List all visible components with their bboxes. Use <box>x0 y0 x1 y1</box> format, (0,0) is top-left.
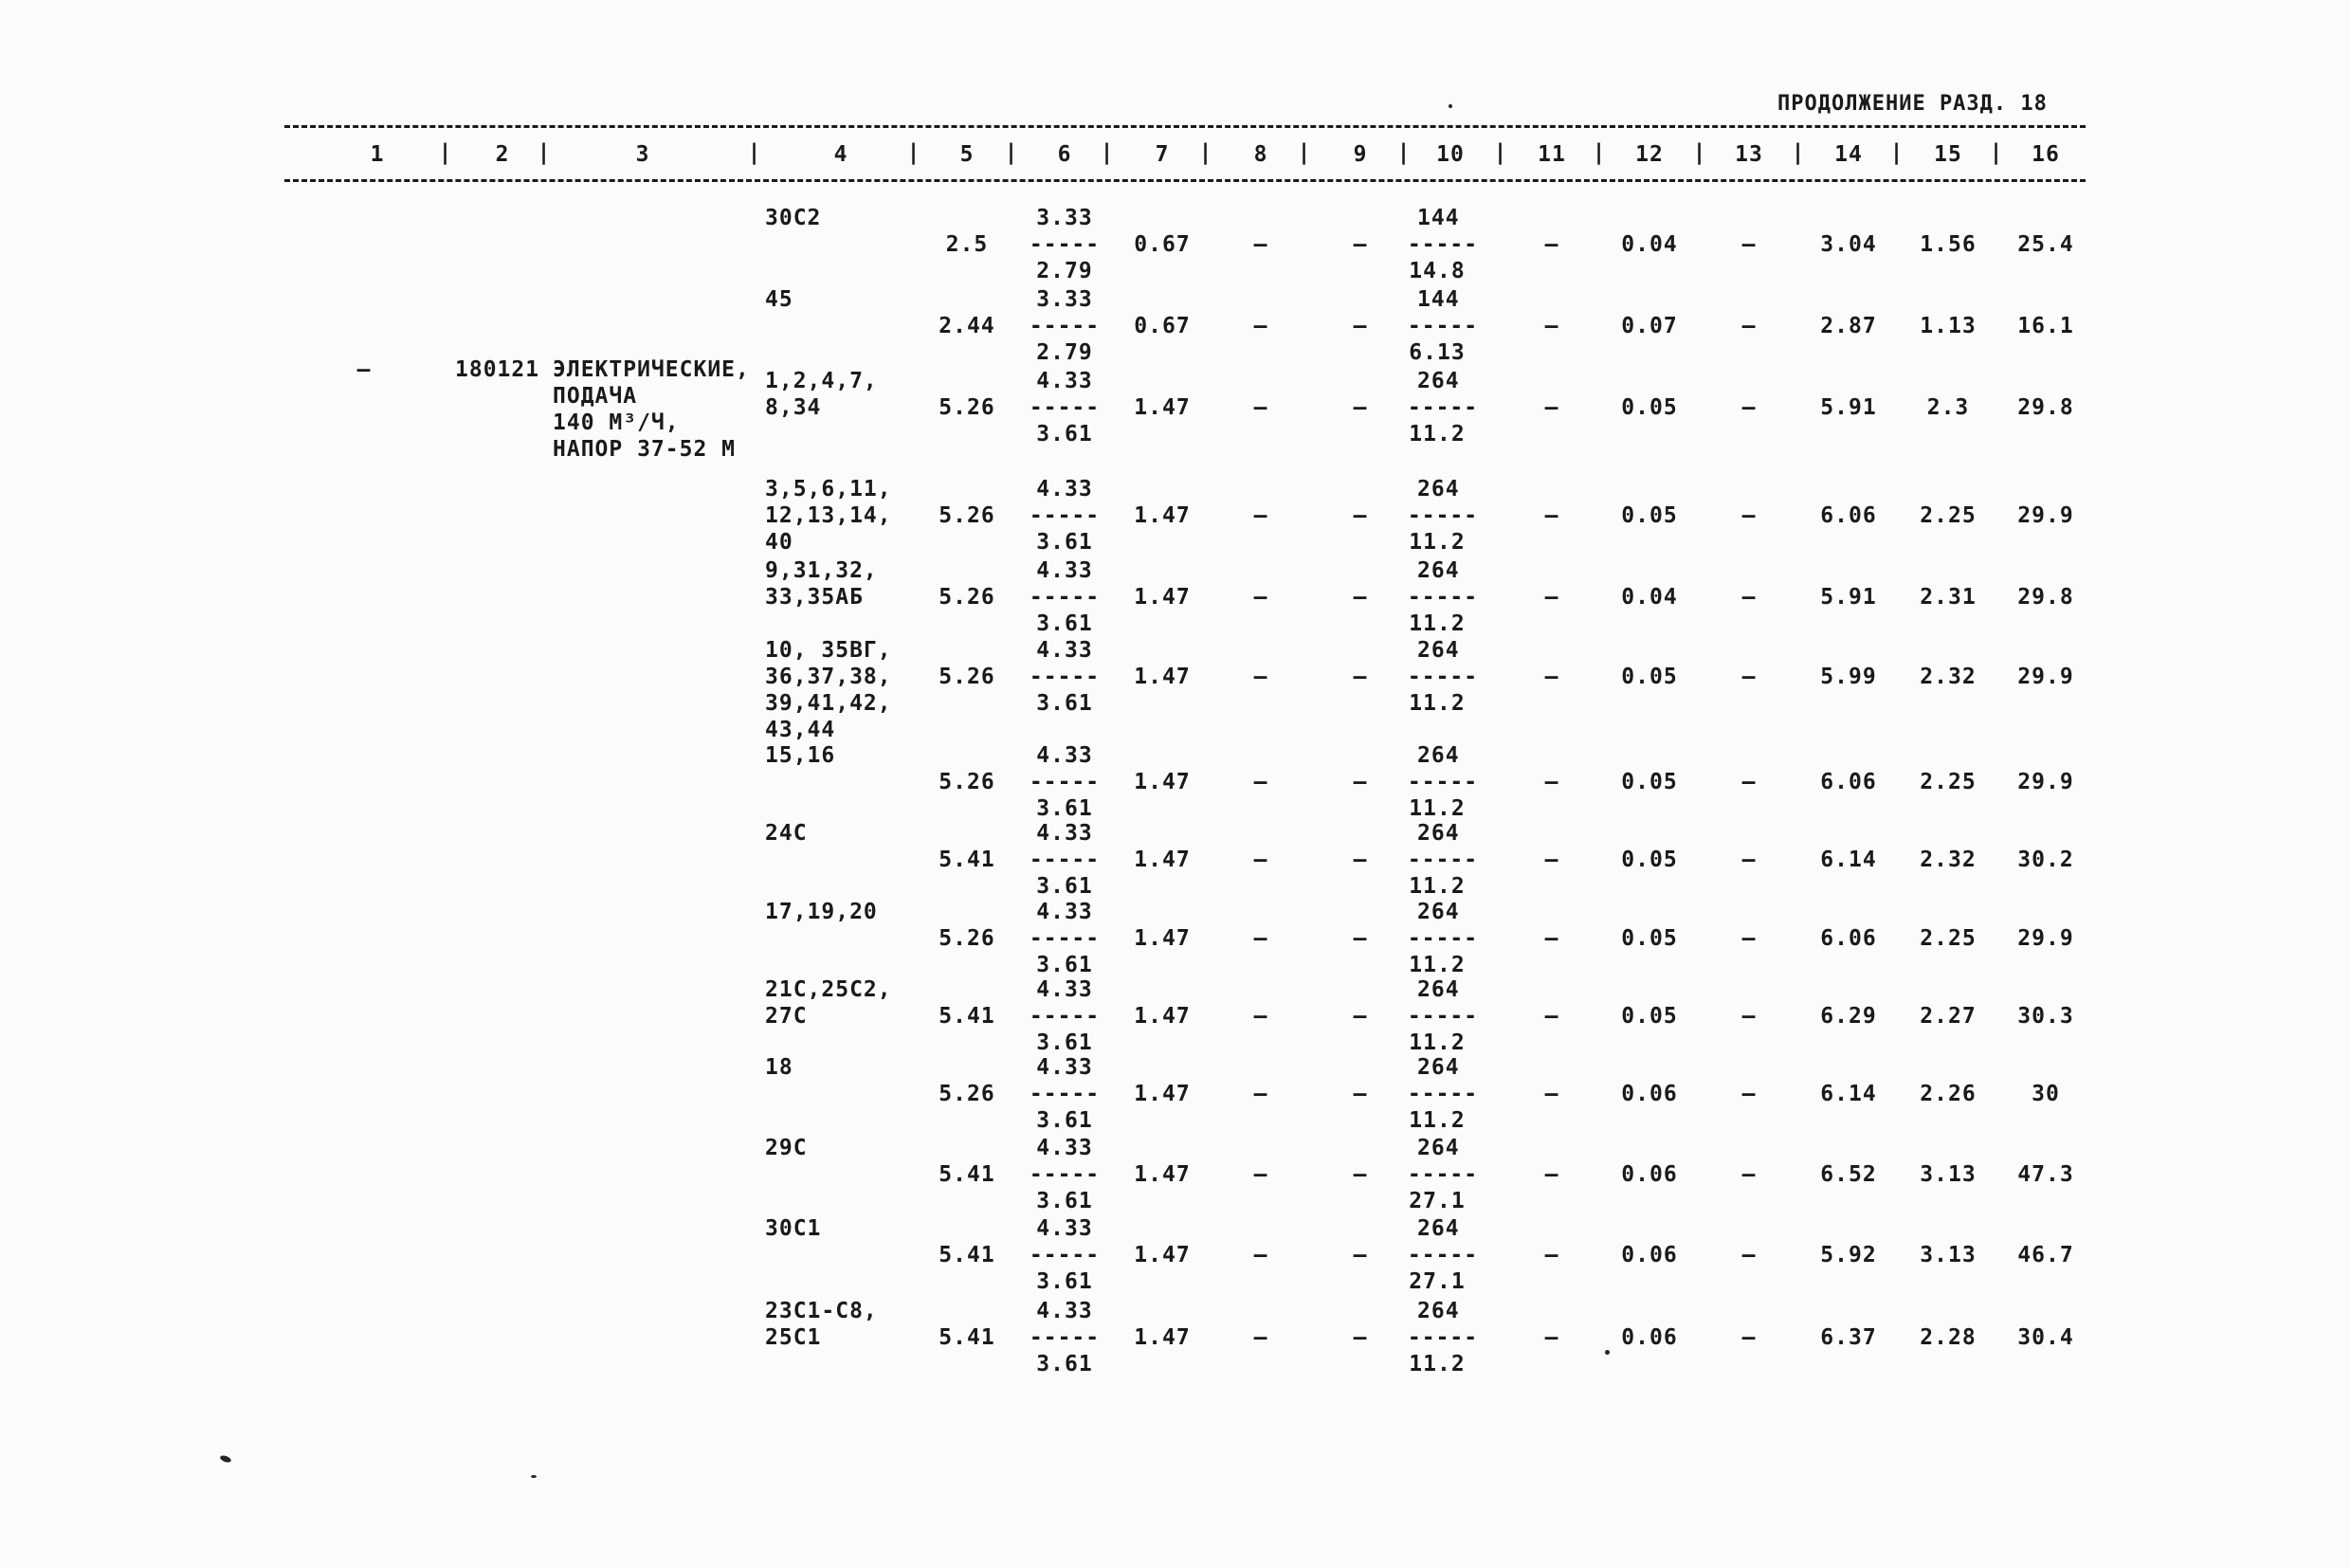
column-separator: | <box>1791 140 1806 165</box>
cell-c12: 0.05 <box>1621 926 1678 951</box>
column-separator: | <box>906 140 921 165</box>
column-header-7: 7 <box>1155 142 1170 167</box>
cell-c5: 5.41 <box>939 848 995 872</box>
col6-numerator: 3.33 <box>1036 287 1093 312</box>
row-ident-line: 25С1 <box>765 1325 822 1350</box>
cell-c13: – <box>1741 503 1757 528</box>
column-header-3: 3 <box>635 142 650 167</box>
cell-c12: 0.05 <box>1621 770 1678 794</box>
cell-c16: 30 <box>2032 1082 2060 1106</box>
cell-c15: 2.25 <box>1920 926 1977 951</box>
col10-denominator: 11.2 <box>1409 1030 1466 1055</box>
cell-c12: 0.06 <box>1621 1082 1678 1106</box>
cell-c13: – <box>1741 585 1757 610</box>
row-ident-line: 29С <box>765 1136 808 1160</box>
col10-numerator: 264 <box>1417 1055 1460 1080</box>
cell-c11: – <box>1544 1162 1559 1187</box>
cell-c11: – <box>1544 314 1559 338</box>
cell-c7: 1.47 <box>1134 503 1191 528</box>
cell-c14: 6.06 <box>1820 770 1877 794</box>
cell-c11: – <box>1544 770 1559 794</box>
scan-speck <box>219 1454 231 1464</box>
col6-fraction-bar: ----- <box>1029 232 1101 257</box>
col10-numerator: 264 <box>1417 558 1460 583</box>
row-ident-line: 30С2 <box>765 206 822 230</box>
cell-c16: 30.4 <box>2017 1325 2074 1350</box>
cell-c8: – <box>1253 926 1268 951</box>
cell-c14: 5.91 <box>1820 395 1877 420</box>
cell-c7: 1.47 <box>1134 665 1191 689</box>
cell-c15: 3.13 <box>1920 1162 1977 1187</box>
cell-c8: – <box>1253 1082 1268 1106</box>
row-ident-line: 45 <box>765 287 793 312</box>
scan-speck <box>1605 1350 1610 1355</box>
cell-c8: – <box>1253 770 1268 794</box>
cell-c5: 2.44 <box>939 314 995 338</box>
cell-c14: 6.06 <box>1820 503 1877 528</box>
row-ident-line: 17,19,20 <box>765 900 878 924</box>
cell-c7: 1.47 <box>1134 1325 1191 1350</box>
col10-denominator: 27.1 <box>1409 1269 1466 1294</box>
col6-numerator: 4.33 <box>1036 638 1093 663</box>
group-description-line: ПОДАЧА <box>553 384 638 409</box>
column-header-9: 9 <box>1353 142 1368 167</box>
col10-fraction-bar: ----- <box>1407 1162 1479 1187</box>
column-header-15: 15 <box>1934 142 1962 167</box>
col6-denominator: 2.79 <box>1036 340 1093 365</box>
row-ident-line: 3,5,6,11, <box>765 477 892 501</box>
col6-fraction-bar: ----- <box>1029 848 1101 872</box>
cell-c9: – <box>1353 1243 1368 1267</box>
cell-c14: 6.37 <box>1820 1325 1877 1350</box>
column-separator: | <box>1889 140 1904 165</box>
col10-fraction-bar: ----- <box>1407 503 1479 528</box>
group-description-line: НАПОР 37-52 М <box>553 437 737 462</box>
cell-c13: – <box>1741 926 1757 951</box>
col10-denominator: 27.1 <box>1409 1189 1466 1213</box>
cell-c5: 5.26 <box>939 503 995 528</box>
cell-c13: – <box>1741 395 1757 420</box>
cell-c16: 30.3 <box>2017 1004 2074 1029</box>
column-separator: | <box>1004 140 1019 165</box>
row-ident-line: 36,37,38, <box>765 665 892 689</box>
cell-c14: 5.99 <box>1820 665 1877 689</box>
column-separator: | <box>1396 140 1412 165</box>
col6-fraction-bar: ----- <box>1029 585 1101 610</box>
col10-numerator: 264 <box>1417 638 1460 663</box>
cell-c13: – <box>1741 1243 1757 1267</box>
col6-numerator: 4.33 <box>1036 1055 1093 1080</box>
col6-denominator: 3.61 <box>1036 796 1093 821</box>
col10-numerator: 264 <box>1417 477 1460 501</box>
cell-c12: 0.05 <box>1621 503 1678 528</box>
cell-c13: – <box>1741 1082 1757 1106</box>
col10-numerator: 144 <box>1417 287 1460 312</box>
cell-c5: 5.26 <box>939 395 995 420</box>
col10-fraction-bar: ----- <box>1407 1243 1479 1267</box>
row-ident-line: 12,13,14, <box>765 503 892 528</box>
col6-fraction-bar: ----- <box>1029 314 1101 338</box>
cell-c7: 1.47 <box>1134 848 1191 872</box>
cell-c12: 0.06 <box>1621 1243 1678 1267</box>
cell-c16: 47.3 <box>2017 1162 2074 1187</box>
cell-c12: 0.06 <box>1621 1162 1678 1187</box>
col6-denominator: 3.61 <box>1036 1108 1093 1133</box>
cell-c13: – <box>1741 314 1757 338</box>
cell-c5: 2.5 <box>945 232 989 257</box>
row-ident-line: 27С <box>765 1004 808 1029</box>
col6-denominator: 3.61 <box>1036 422 1093 447</box>
cell-c14: 6.29 <box>1820 1004 1877 1029</box>
column-separator: | <box>1100 140 1115 165</box>
cell-c7: 0.67 <box>1134 232 1191 257</box>
col6-fraction-bar: ----- <box>1029 665 1101 689</box>
cell-c5: 5.41 <box>939 1243 995 1267</box>
cell-c8: – <box>1253 232 1268 257</box>
col6-fraction-bar: ----- <box>1029 770 1101 794</box>
cell-c7: 1.47 <box>1134 585 1191 610</box>
col10-fraction-bar: ----- <box>1407 585 1479 610</box>
cell-c12: 0.07 <box>1621 314 1678 338</box>
cell-c12: 0.05 <box>1621 665 1678 689</box>
col6-denominator: 3.61 <box>1036 530 1093 555</box>
row-ident-line: 1,2,4,7, <box>765 369 878 393</box>
cell-c11: – <box>1544 1243 1559 1267</box>
cell-c11: – <box>1544 1325 1559 1350</box>
cell-c5: 5.41 <box>939 1004 995 1029</box>
col10-fraction-bar: ----- <box>1407 395 1479 420</box>
cell-c8: – <box>1253 1243 1268 1267</box>
col10-denominator: 11.2 <box>1409 611 1466 636</box>
cell-c15: 2.3 <box>1926 395 1970 420</box>
cell-c15: 2.25 <box>1920 503 1977 528</box>
column-separator: | <box>747 140 762 165</box>
cell-c12: 0.06 <box>1621 1325 1678 1350</box>
col10-numerator: 264 <box>1417 900 1460 924</box>
cell-c8: – <box>1253 1162 1268 1187</box>
column-header-16: 16 <box>2032 142 2060 167</box>
col10-fraction-bar: ----- <box>1407 314 1479 338</box>
col6-denominator: 3.61 <box>1036 1352 1093 1377</box>
cell-c16: 46.7 <box>2017 1243 2074 1267</box>
column-separator: | <box>1297 140 1312 165</box>
cell-c15: 1.56 <box>1920 232 1977 257</box>
col10-denominator: 14.8 <box>1409 259 1466 283</box>
cell-c11: – <box>1544 1082 1559 1106</box>
cell-c7: 0.67 <box>1134 314 1191 338</box>
col10-fraction-bar: ----- <box>1407 926 1479 951</box>
cell-c15: 2.25 <box>1920 770 1977 794</box>
column-separator: | <box>1493 140 1508 165</box>
cell-c11: – <box>1544 585 1559 610</box>
col10-denominator: 6.13 <box>1409 340 1466 365</box>
col6-fraction-bar: ----- <box>1029 503 1101 528</box>
column-header-11: 11 <box>1538 142 1566 167</box>
row-ident-line: 30С1 <box>765 1216 822 1241</box>
col6-numerator: 4.33 <box>1036 369 1093 393</box>
cell-c13: – <box>1741 232 1757 257</box>
col6-fraction-bar: ----- <box>1029 1325 1101 1350</box>
col6-denominator: 3.61 <box>1036 1269 1093 1294</box>
row-ident-line: 24С <box>765 821 808 846</box>
col10-denominator: 11.2 <box>1409 953 1466 977</box>
cell-c16: 30.2 <box>2017 848 2074 872</box>
column-header-14: 14 <box>1834 142 1863 167</box>
column-separator: | <box>1989 140 2004 165</box>
cell-c7: 1.47 <box>1134 1243 1191 1267</box>
cell-c13: – <box>1741 665 1757 689</box>
cell-c9: – <box>1353 1004 1368 1029</box>
cell-c15: 2.26 <box>1920 1082 1977 1106</box>
cell-c5: 5.26 <box>939 926 995 951</box>
cell-c12: 0.04 <box>1621 232 1678 257</box>
col10-denominator: 11.2 <box>1409 422 1466 447</box>
col6-denominator: 3.61 <box>1036 953 1093 977</box>
col10-numerator: 264 <box>1417 1299 1460 1323</box>
cell-c11: – <box>1544 232 1559 257</box>
column-separator: | <box>1198 140 1213 165</box>
cell-c13: – <box>1741 1325 1757 1350</box>
row-ident-line: 9,31,32, <box>765 558 878 583</box>
cell-c15: 2.31 <box>1920 585 1977 610</box>
col6-denominator: 3.61 <box>1036 874 1093 899</box>
cell-c14: 6.06 <box>1820 926 1877 951</box>
column-separator: | <box>438 140 453 165</box>
cell-c8: – <box>1253 848 1268 872</box>
col6-numerator: 3.33 <box>1036 206 1093 230</box>
col6-fraction-bar: ----- <box>1029 1082 1101 1106</box>
cell-c11: – <box>1544 848 1559 872</box>
continuation-header: ПРОДОЛЖЕНИЕ РАЗД. 18 <box>1777 92 2048 116</box>
row-ident-line: 40 <box>765 530 793 555</box>
cell-c13: – <box>1741 848 1757 872</box>
scan-speck <box>1449 104 1452 108</box>
col10-numerator: 264 <box>1417 977 1460 1002</box>
cell-c5: 5.26 <box>939 770 995 794</box>
col6-denominator: 3.61 <box>1036 611 1093 636</box>
cell-c9: – <box>1353 926 1368 951</box>
col6-numerator: 4.33 <box>1036 821 1093 846</box>
cell-c5: 5.41 <box>939 1325 995 1350</box>
cell-c16: 29.9 <box>2017 770 2074 794</box>
cell-c9: – <box>1353 770 1368 794</box>
cell-c14: 6.52 <box>1820 1162 1877 1187</box>
cell-c5: 5.41 <box>939 1162 995 1187</box>
cell-c16: 25.4 <box>2017 232 2074 257</box>
cell-c16: 29.9 <box>2017 665 2074 689</box>
column-header-2: 2 <box>495 142 510 167</box>
col10-denominator: 11.2 <box>1409 1108 1466 1133</box>
cell-c14: 5.92 <box>1820 1243 1877 1267</box>
cell-c11: – <box>1544 926 1559 951</box>
cell-c16: 29.8 <box>2017 585 2074 610</box>
row-ident-line: 23С1-С8, <box>765 1299 878 1323</box>
cell-c7: 1.47 <box>1134 395 1191 420</box>
row-ident-line: 15,16 <box>765 743 836 768</box>
col6-fraction-bar: ----- <box>1029 1004 1101 1029</box>
cell-c7: 1.47 <box>1134 926 1191 951</box>
col6-fraction-bar: ----- <box>1029 1162 1101 1187</box>
col10-fraction-bar: ----- <box>1407 665 1479 689</box>
col10-denominator: 11.2 <box>1409 530 1466 555</box>
cell-c7: 1.47 <box>1134 1162 1191 1187</box>
cell-c8: – <box>1253 1004 1268 1029</box>
row-ident-line: 18 <box>765 1055 793 1080</box>
col10-denominator: 11.2 <box>1409 874 1466 899</box>
col10-numerator: 264 <box>1417 1216 1460 1241</box>
cell-c5: 5.26 <box>939 665 995 689</box>
cell-c5: 5.26 <box>939 585 995 610</box>
cell-c14: 2.87 <box>1820 314 1877 338</box>
col10-denominator: 11.2 <box>1409 691 1466 716</box>
cell-c8: – <box>1253 395 1268 420</box>
col6-denominator: 3.61 <box>1036 691 1093 716</box>
col10-numerator: 144 <box>1417 206 1460 230</box>
column-separator: | <box>1692 140 1707 165</box>
col10-fraction-bar: ----- <box>1407 770 1479 794</box>
cell-c9: – <box>1353 1162 1368 1187</box>
col6-denominator: 3.61 <box>1036 1030 1093 1055</box>
cell-c8: – <box>1253 585 1268 610</box>
cell-c9: – <box>1353 585 1368 610</box>
cell-c11: – <box>1544 1004 1559 1029</box>
cell-c9: – <box>1353 665 1368 689</box>
cell-c9: – <box>1353 1082 1368 1106</box>
column-header-10: 10 <box>1436 142 1465 167</box>
cell-c15: 1.13 <box>1920 314 1977 338</box>
cell-c14: 6.14 <box>1820 1082 1877 1106</box>
row-ident-line: 21С,25С2, <box>765 977 892 1002</box>
header-top-rule <box>284 125 2086 128</box>
col10-denominator: 11.2 <box>1409 1352 1466 1377</box>
row-ident-line: 43,44 <box>765 718 836 742</box>
column-header-12: 12 <box>1635 142 1664 167</box>
row-ident-line: 33,35АБ <box>765 585 864 610</box>
column-header-5: 5 <box>959 142 975 167</box>
column-header-4: 4 <box>833 142 848 167</box>
col6-numerator: 4.33 <box>1036 1216 1093 1241</box>
col10-denominator: 11.2 <box>1409 796 1466 821</box>
scan-speck <box>531 1475 537 1478</box>
col10-fraction-bar: ----- <box>1407 848 1479 872</box>
col6-numerator: 4.33 <box>1036 1299 1093 1323</box>
cell-c8: – <box>1253 1325 1268 1350</box>
cell-c9: – <box>1353 232 1368 257</box>
header-bottom-rule <box>284 179 2086 182</box>
cell-c9: – <box>1353 314 1368 338</box>
col6-numerator: 4.33 <box>1036 477 1093 501</box>
cell-c8: – <box>1253 314 1268 338</box>
column-header-1: 1 <box>370 142 385 167</box>
cell-c14: 6.14 <box>1820 848 1877 872</box>
cell-c15: 3.13 <box>1920 1243 1977 1267</box>
group-dash: – <box>356 357 372 382</box>
col6-numerator: 4.33 <box>1036 900 1093 924</box>
col6-denominator: 3.61 <box>1036 1189 1093 1213</box>
col6-numerator: 4.33 <box>1036 977 1093 1002</box>
column-header-6: 6 <box>1057 142 1072 167</box>
cell-c13: – <box>1741 1162 1757 1187</box>
col10-numerator: 264 <box>1417 1136 1460 1160</box>
column-separator: | <box>1592 140 1607 165</box>
cell-c7: 1.47 <box>1134 770 1191 794</box>
cell-c9: – <box>1353 503 1368 528</box>
row-ident-line: 10, 35ВГ, <box>765 638 892 663</box>
cell-c16: 29.9 <box>2017 926 2074 951</box>
cell-c15: 2.32 <box>1920 665 1977 689</box>
cell-c16: 29.9 <box>2017 503 2074 528</box>
cell-c12: 0.05 <box>1621 1004 1678 1029</box>
group-code: 180121 <box>455 357 540 382</box>
col10-numerator: 264 <box>1417 369 1460 393</box>
col6-fraction-bar: ----- <box>1029 395 1101 420</box>
cell-c12: 0.05 <box>1621 395 1678 420</box>
cell-c15: 2.32 <box>1920 848 1977 872</box>
col6-denominator: 2.79 <box>1036 259 1093 283</box>
group-description-line: 140 М³/Ч, <box>553 410 680 435</box>
row-ident-line: 8,34 <box>765 395 822 420</box>
row-ident-line: 39,41,42, <box>765 691 892 716</box>
cell-c9: – <box>1353 1325 1368 1350</box>
cell-c13: – <box>1741 770 1757 794</box>
cell-c5: 5.26 <box>939 1082 995 1106</box>
col10-fraction-bar: ----- <box>1407 1004 1479 1029</box>
cell-c15: 2.28 <box>1920 1325 1977 1350</box>
col6-numerator: 4.33 <box>1036 743 1093 768</box>
cell-c11: – <box>1544 395 1559 420</box>
group-description-line: ЭЛЕКТРИЧЕСКИЕ, <box>553 357 750 382</box>
col10-numerator: 264 <box>1417 821 1460 846</box>
col6-numerator: 4.33 <box>1036 558 1093 583</box>
col6-fraction-bar: ----- <box>1029 926 1101 951</box>
col6-fraction-bar: ----- <box>1029 1243 1101 1267</box>
cell-c16: 16.1 <box>2017 314 2074 338</box>
col10-fraction-bar: ----- <box>1407 1082 1479 1106</box>
cell-c14: 5.91 <box>1820 585 1877 610</box>
cell-c11: – <box>1544 503 1559 528</box>
cell-c7: 1.47 <box>1134 1082 1191 1106</box>
cell-c13: – <box>1741 1004 1757 1029</box>
col10-fraction-bar: ----- <box>1407 1325 1479 1350</box>
col10-fraction-bar: ----- <box>1407 232 1479 257</box>
cell-c14: 3.04 <box>1820 232 1877 257</box>
cell-c8: – <box>1253 665 1268 689</box>
column-header-8: 8 <box>1253 142 1268 167</box>
column-header-13: 13 <box>1735 142 1763 167</box>
cell-c11: – <box>1544 665 1559 689</box>
cell-c8: – <box>1253 503 1268 528</box>
cell-c16: 29.8 <box>2017 395 2074 420</box>
cell-c9: – <box>1353 848 1368 872</box>
cell-c9: – <box>1353 395 1368 420</box>
column-separator: | <box>537 140 552 165</box>
cell-c15: 2.27 <box>1920 1004 1977 1029</box>
cell-c12: 0.04 <box>1621 585 1678 610</box>
cell-c12: 0.05 <box>1621 848 1678 872</box>
col10-numerator: 264 <box>1417 743 1460 768</box>
col6-numerator: 4.33 <box>1036 1136 1093 1160</box>
cell-c7: 1.47 <box>1134 1004 1191 1029</box>
